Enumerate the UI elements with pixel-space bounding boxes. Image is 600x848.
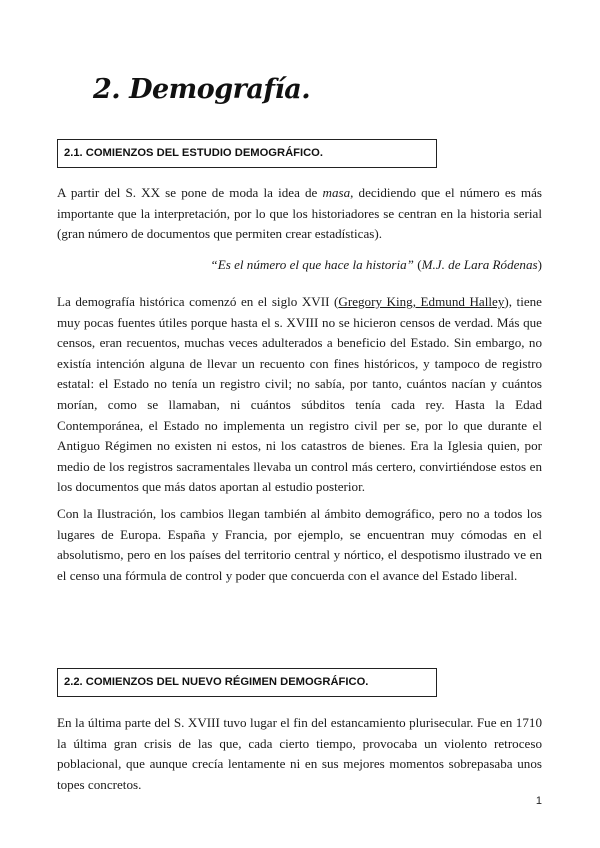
page-title: 2. Demografía. bbox=[93, 74, 311, 105]
quote-author: M.J. de Lara Ródenas bbox=[421, 257, 538, 272]
paragraph-4: En la última parte del S. XVIII tuvo lugar el fin del estancamiento plurisecular. Fue en 1710 la última gran crisis de las que, cada cierto tiempo, provocaba un violento retroceso poblacional, que aunque crecía lentamente ni en sus mejores momentos sobrepasaba unos topes concretos. bbox=[57, 715, 542, 792]
page-number: 1 bbox=[535, 795, 542, 807]
quote-text: “Es el número el que hace la historia” bbox=[210, 257, 414, 272]
paragraph-2-text-b: ), tiene muy pocas fuentes útiles porque hasta el s. XVIII no se hicieron censos de verdad. Más que censos, eran recuentos, muchas veces adulterados a beneficio del Estado. Sin embargo, no existía intención alguna de llevar un recuento con fines históricos, y tampoco de registro estatal: el Estado no tenía un registro civil; no sabía, por tanto, cuántos nacían y cuántos morían, como se llamaban, ni cuántos súbditos tenía cada rey. Hasta la Edad Contemporánea, el Estado no implementa un registro civil per se, por lo que durante el Antiguo Régimen no existen ni estos, ni los catastros de bienes. Era la Iglesia quien, por medio de los registros sacramentales llevaba un control más certero, convirtiéndose estos en los documentos que más datos aportan al estudio posterior. bbox=[57, 294, 542, 495]
paragraph-1-text-a: A partir del S. XX se pone de moda la idea de bbox=[57, 185, 323, 200]
paragraph-1-italic: masa bbox=[322, 185, 351, 200]
quote-paren-close: ) bbox=[537, 257, 542, 272]
section-heading-2-1: 2.1. COMIENZOS DEL ESTUDIO DEMOGRÁFICO. bbox=[57, 139, 437, 168]
paragraph-3: Con la Ilustración, los cambios llegan también al ámbito demográfico, pero no a todos los lugares de Europa. España y Francia, por ejemplo, se encuentran muy cómodas en el absolutismo, pero en los países del territorio central y nórtico, el despotismo ilustrado ve en el censo una fórmula de control y poder que concuerda con el avance del Estado liberal. bbox=[57, 506, 542, 583]
paragraph-2 bbox=[57, 292, 542, 498]
paragraph-1 bbox=[57, 183, 542, 245]
paragraph-1-text-b: , decidiendo que el número es más importante que la interpretación, por lo que los historiadores se centran en la historia serial (gran número de documentos que permiten crear estadísticas). bbox=[57, 185, 542, 242]
quote-paren-open: ( bbox=[413, 257, 422, 272]
quote bbox=[210, 255, 542, 275]
paragraph-2-text-a: La demografía histórica comenzó en el siglo XVII ( bbox=[57, 294, 339, 309]
paragraph-2-link[interactable]: Gregory King, Edmund Halley bbox=[338, 294, 505, 309]
section-heading-2-2: 2.2. COMIENZOS DEL NUEVO RÉGIMEN DEMOGRÁFICO. bbox=[57, 668, 437, 697]
